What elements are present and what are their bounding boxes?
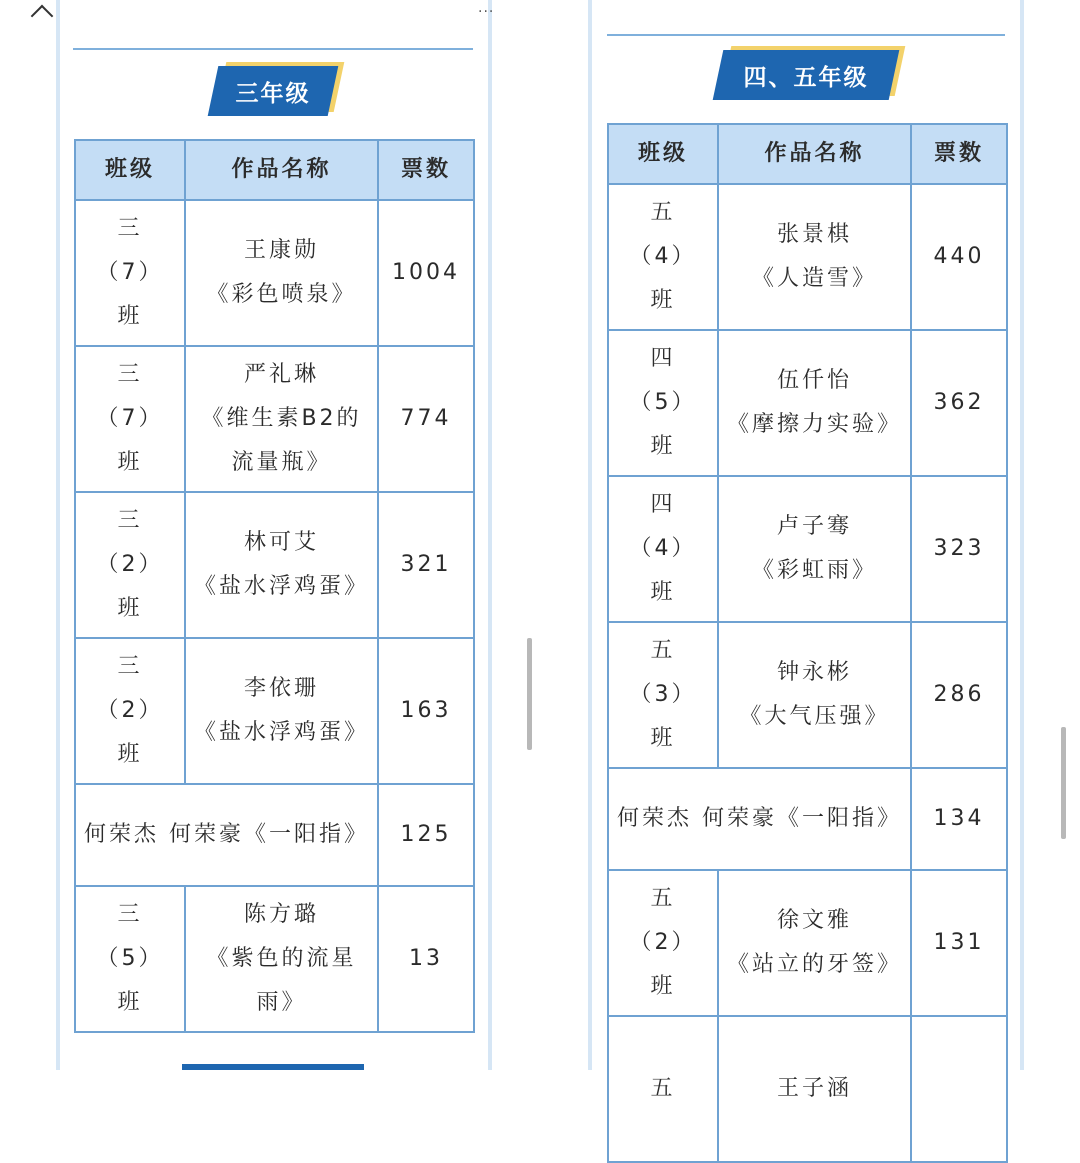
divider-line: [73, 48, 473, 50]
student-name: 张景棋: [776, 222, 852, 247]
table-row: [608, 1016, 1007, 1162]
votes-cell: 321: [378, 492, 474, 638]
table-row: [608, 184, 1007, 330]
table-row: [608, 476, 1007, 622]
work-title: 《摩擦力实验》: [726, 412, 902, 437]
class-line: （3）: [629, 682, 697, 707]
votes-table-grade-4-5: [607, 123, 1008, 1163]
class-cell: [75, 886, 185, 1032]
votes-cell: 286: [911, 622, 1007, 768]
work-cell: [718, 870, 911, 1016]
table-row: [608, 870, 1007, 1016]
votes-cell: 440: [911, 184, 1007, 330]
class-line: 三: [117, 216, 143, 241]
table-row: [75, 492, 474, 638]
class-line: 五: [650, 1076, 676, 1101]
work-title: 《维生素B2的流量瓶》: [201, 406, 362, 475]
badge-label: 四、五年级: [743, 64, 869, 91]
class-cell: [75, 200, 185, 346]
header-class: 班级: [75, 140, 185, 200]
table-row: [75, 638, 474, 784]
class-cell: [608, 184, 718, 330]
student-name: 林可艾: [243, 530, 319, 555]
left-screenshot-panel: [0, 0, 545, 1070]
class-line: 班: [117, 990, 143, 1015]
scrollbar-thumb[interactable]: [527, 638, 532, 750]
class-line: 班: [650, 434, 676, 459]
class-line: 班: [650, 974, 676, 999]
next-badge-edge: [182, 1064, 364, 1070]
student-name: 卢子骞: [776, 514, 852, 539]
class-cell: [75, 492, 185, 638]
class-cell: [608, 870, 718, 1016]
merged-work-cell: 何荣杰 何荣豪《一阳指》: [608, 768, 911, 870]
more-menu-icon[interactable]: ···: [478, 4, 495, 20]
work-cell: [718, 184, 911, 330]
header-class: 班级: [608, 124, 718, 184]
class-cell: [75, 346, 185, 492]
grade-badge-3: [213, 66, 333, 116]
chevron-up-icon[interactable]: [31, 5, 54, 28]
class-line: 三: [117, 902, 143, 927]
class-line: 五: [650, 886, 676, 911]
work-title: 《大气压强》: [739, 704, 890, 729]
student-name: 李依珊: [243, 676, 319, 701]
votes-cell: [911, 1016, 1007, 1162]
class-cell: [608, 1016, 718, 1162]
class-line: 三: [117, 508, 143, 533]
class-cell: [608, 622, 718, 768]
votes-cell: 362: [911, 330, 1007, 476]
work-cell: [185, 886, 378, 1032]
work-title: 《紫色的流星雨》: [206, 946, 357, 1015]
class-line: 班: [117, 742, 143, 767]
table-row: [75, 200, 474, 346]
votes-cell: 774: [378, 346, 474, 492]
work-cell: [718, 330, 911, 476]
class-cell: [608, 476, 718, 622]
header-work: 作品名称: [718, 124, 911, 184]
votes-cell: 134: [911, 768, 1007, 870]
work-title: 《盐水浮鸡蛋》: [193, 720, 369, 745]
work-title: 《彩虹雨》: [751, 558, 877, 583]
work-title: 《彩色喷泉》: [206, 282, 357, 307]
right-screenshot-panel: [548, 35, 1080, 1101]
student-name: 徐文雅: [776, 908, 852, 933]
merged-work-cell: 何荣杰 何荣豪《一阳指》: [75, 784, 378, 886]
work-title: 《盐水浮鸡蛋》: [193, 574, 369, 599]
badge-label: 三年级: [235, 80, 311, 107]
class-line: 班: [650, 288, 676, 313]
class-line: 四: [650, 492, 676, 517]
class-line: 五: [650, 200, 676, 225]
class-line: （5）: [629, 390, 697, 415]
header-votes: 票数: [378, 140, 474, 200]
votes-table-grade-3: [74, 139, 475, 1033]
scrollbar-thumb[interactable]: [1061, 727, 1066, 839]
header-votes: 票数: [911, 124, 1007, 184]
student-name: 伍仟怡: [776, 368, 852, 393]
student-name: 严礼琳: [243, 362, 319, 387]
class-cell: [608, 330, 718, 476]
table-row: [75, 784, 474, 886]
class-line: 三: [117, 654, 143, 679]
table-row: [608, 622, 1007, 768]
work-cell: [718, 622, 911, 768]
work-cell: [718, 1016, 911, 1162]
work-cell: [185, 638, 378, 784]
class-line: （7）: [96, 406, 164, 431]
table-row: [75, 886, 474, 1032]
student-name: 王康勋: [243, 238, 319, 263]
votes-cell: 323: [911, 476, 1007, 622]
class-line: 三: [117, 362, 143, 387]
table-header-row: [75, 140, 474, 200]
work-cell: [185, 346, 378, 492]
class-line: （5）: [96, 946, 164, 971]
class-line: 五: [650, 638, 676, 663]
class-line: 班: [117, 450, 143, 475]
student-name: 钟永彬: [776, 660, 852, 685]
votes-cell: 163: [378, 638, 474, 784]
work-cell: [185, 492, 378, 638]
header-work: 作品名称: [185, 140, 378, 200]
class-line: 班: [117, 304, 143, 329]
class-cell: [75, 638, 185, 784]
work-cell: [185, 200, 378, 346]
votes-cell: 13: [378, 886, 474, 1032]
table-row: [608, 330, 1007, 476]
votes-cell: 1004: [378, 200, 474, 346]
work-title: 《站立的牙签》: [726, 952, 902, 977]
table-header-row: [608, 124, 1007, 184]
class-line: （7）: [96, 260, 164, 285]
class-line: （2）: [96, 552, 164, 577]
votes-cell: 131: [911, 870, 1007, 1016]
class-line: 班: [117, 596, 143, 621]
table-row: [608, 768, 1007, 870]
class-line: （2）: [96, 698, 164, 723]
class-line: 四: [650, 346, 676, 371]
work-title: 《人造雪》: [751, 266, 877, 291]
class-line: （4）: [629, 244, 697, 269]
class-line: 班: [650, 580, 676, 605]
student-name: 王子涵: [776, 1076, 852, 1101]
student-name: 陈方璐: [243, 902, 319, 927]
class-line: （4）: [629, 536, 697, 561]
table-row: [75, 346, 474, 492]
votes-cell: 125: [378, 784, 474, 886]
class-line: 班: [650, 726, 676, 751]
grade-badge-4-5: [718, 50, 894, 100]
divider-line: [607, 34, 1005, 36]
work-cell: [718, 476, 911, 622]
class-line: （2）: [629, 930, 697, 955]
